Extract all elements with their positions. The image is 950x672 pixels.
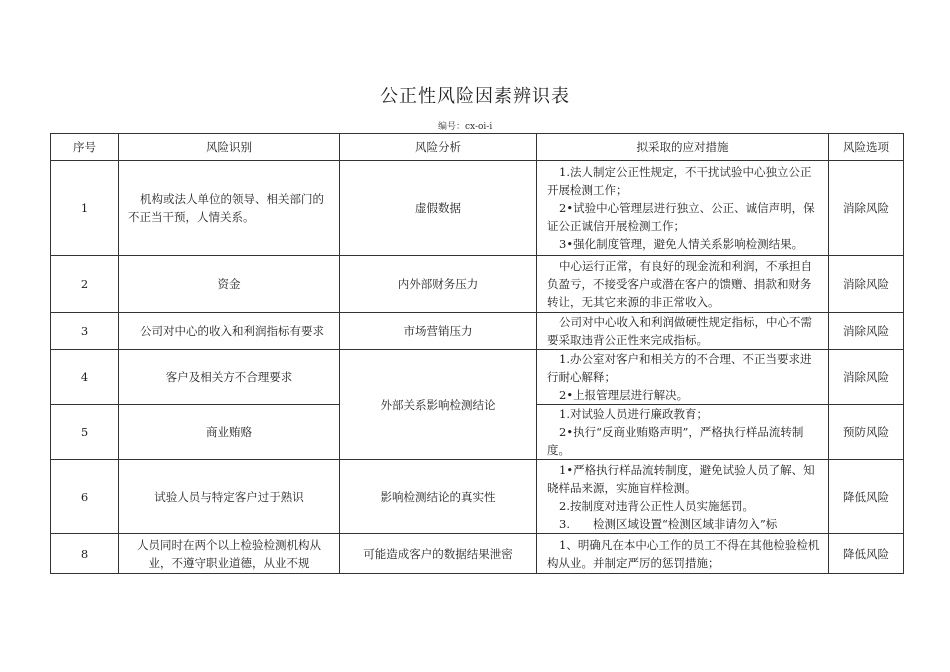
row-no: 6 [51, 460, 119, 534]
risk-table [50, 133, 904, 574]
row-identify: 试验人员与特定客户过于熟识 [119, 460, 340, 534]
measure-item: 公司对中心收入和利润做硬性规定指标，中心不需要采取违背公正性来完成指标。 [547, 315, 812, 347]
identify-text: 公司对中心的收入和利润指标有要求 [140, 324, 324, 338]
row-no: 8 [51, 534, 119, 574]
measure-item: 1.对试验人员进行廉政教育； [559, 407, 708, 421]
row-measures [537, 350, 829, 405]
table-header-row [51, 134, 904, 161]
row-option: 降低风险 [829, 534, 904, 574]
row-no: 2 [51, 256, 119, 313]
row-option: 消除风险 [829, 313, 904, 350]
row-no: 4 [51, 350, 119, 405]
measure-item: 1.办公室对客户和相关方的不合理、不正当要求进行耐心解释； [547, 352, 812, 384]
row-option: 预防风险 [829, 405, 904, 460]
header-measures: 拟采取的应对措施 [537, 134, 829, 161]
row-identify: 资金 [119, 256, 340, 313]
header-no: 序号 [51, 134, 119, 161]
measure-item: 1、明确凡在本中心工作的员工不得在其他检验检机构从业。并制定严厉的惩罚措施； [547, 537, 820, 570]
row-option: 消除风险 [829, 350, 904, 405]
row-analysis: 外部关系影响检测结论 [340, 350, 537, 460]
measure-item: 1•严格执行样品流转制度，避免试验人员了解、知晓样品来源，实施盲样检测。 [547, 462, 815, 495]
row-identify [119, 161, 340, 256]
header-identify: 风险识别 [119, 134, 340, 161]
row-option: 消除风险 [829, 161, 904, 256]
measure-item: 2.按制度对违背公正性人员实施惩罚。 [559, 498, 754, 513]
row-identify [119, 313, 340, 350]
row-analysis: 影响检测结论的真实性 [340, 460, 537, 534]
table-row [51, 534, 904, 574]
row-measures [537, 534, 829, 574]
row-measures [537, 405, 829, 460]
measure-item: 2•上报管理层进行解决。 [559, 388, 689, 402]
measure-item: 3•强化制度管理，避免人情关系影响检测结果。 [559, 237, 804, 251]
measure-item: 1.法人制定公正性规定，不干扰试验中心独立公正开展检测工作； [547, 165, 812, 197]
table-row [51, 350, 904, 405]
row-no: 1 [51, 161, 119, 256]
table-row [51, 161, 904, 256]
row-identify: 客户及相关方不合理要求 [119, 350, 340, 405]
table-row [51, 256, 904, 313]
identify-text: 机构或法人单位的领导、相关部门的不正当干预，人情关系。 [128, 192, 324, 224]
table-row [51, 460, 904, 534]
row-no: 3 [51, 313, 119, 350]
row-measures [537, 460, 829, 534]
row-option: 消除风险 [829, 256, 904, 313]
measure-item: 3. 检测区域设置“检测区域非请勿入”标 [559, 516, 778, 531]
table-row [51, 313, 904, 350]
measure-item: 2•试验中心管理层进行独立、公正、诚信声明，保证公正诚信开展检测工作； [547, 201, 815, 233]
row-no: 5 [51, 405, 119, 460]
row-identify: 商业贿赂 [119, 405, 340, 460]
row-measures [537, 256, 829, 313]
row-analysis: 可能造成客户的数据结果泄密 [340, 534, 537, 574]
row-analysis: 内外部财务压力 [340, 256, 537, 313]
row-option: 降低风险 [829, 460, 904, 534]
document-title: 公正性风险因素辨识表 [380, 86, 570, 107]
document-code: 编号：cx-oi-i [438, 122, 493, 132]
measure-item: 中心运行正常，有良好的现金流和利润，不承担自负盈亏，不接受客户或潜在客户的馈赠、捐款和财务转让，无其它来源的非正常收入。 [547, 259, 812, 309]
header-option: 风险选项 [829, 134, 904, 161]
header-analysis: 风险分析 [340, 134, 537, 161]
row-identify: 人员同时在两个以上检验检测机构从业，不遵守职业道德，从业不规 [119, 534, 340, 574]
measure-item: 2•执行“反商业贿赂声明”，严格执行样品流转制度。 [547, 425, 804, 457]
row-measures [537, 313, 829, 350]
row-analysis: 市场营销压力 [340, 313, 537, 350]
row-measures [537, 161, 829, 256]
row-analysis: 虚假数据 [340, 161, 537, 256]
